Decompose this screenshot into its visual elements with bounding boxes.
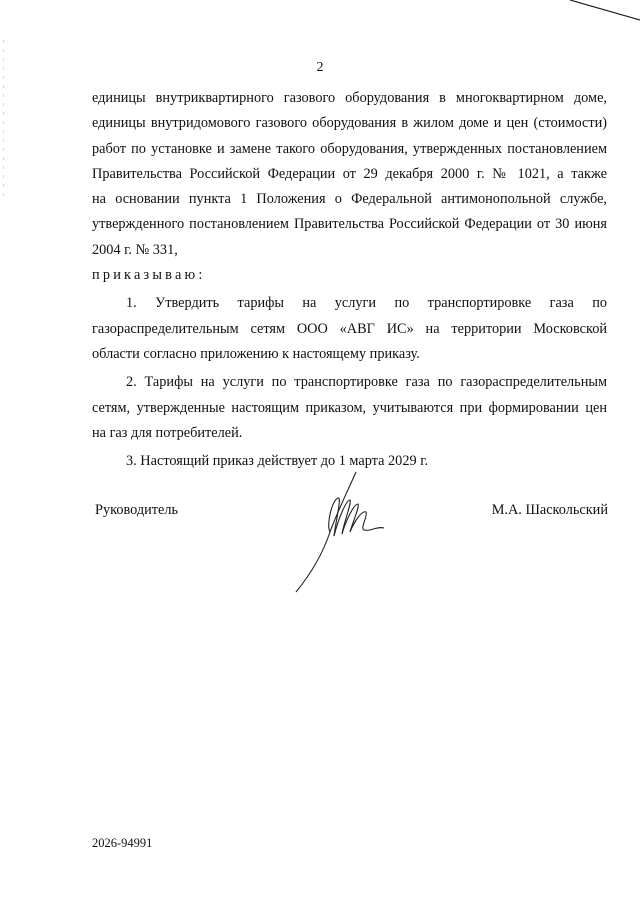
order-word: приказываю:: [92, 267, 206, 284]
order-body: [92, 86, 607, 474]
item-2-line: на газ для потребителей.: [92, 424, 243, 441]
preamble-line: на основании пункта 1 Положения о Федеральной антимонопольной службе,: [92, 191, 607, 208]
item-1-line: области согласно приложению к настоящему приказу.: [92, 345, 420, 362]
item-2-line: сетям, утвержденные настоящим приказом, учитываются при формировании цен: [92, 399, 607, 416]
preamble-line: Правительства Российской Федерации от 29 декабря 2000 г. № 1021, а также: [92, 165, 607, 182]
preamble-line: единицы внутридомового газового оборудования в жилом доме и цен (стоимости): [92, 115, 607, 132]
signer-name: М.А. Шаскольский: [491, 502, 608, 518]
item-1-line: газораспределительным сетям ООО «АВГ ИС» на территории Московской: [92, 320, 607, 337]
item-3-line: 3. Настоящий приказ действует до 1 марта 2029 г.: [126, 453, 429, 470]
page-number: 2: [316, 60, 324, 75]
preamble-line: утвержденного постановлением Правительства Российской Федерации от 30 июня: [92, 216, 607, 233]
signer-title: Руководитель: [95, 502, 179, 518]
preamble-line: единицы внутриквартирного газового оборудования в многоквартирном доме,: [92, 90, 607, 106]
preamble-line: 2004 г. № 331,: [92, 241, 178, 258]
item-1-line: 1. Утвердить тарифы на услуги по транспортировке газа по: [126, 295, 607, 312]
document-number: 2026-94991: [92, 836, 153, 850]
handwritten-signature: [286, 470, 396, 600]
item-2-line: 2. Тарифы на услуги по транспортировке газа по газораспределительным: [126, 374, 607, 391]
preamble-line: работ по установке и замене такого оборудования, утвержденных постановлением: [92, 140, 607, 157]
folded-corner-mark: [570, 0, 640, 22]
